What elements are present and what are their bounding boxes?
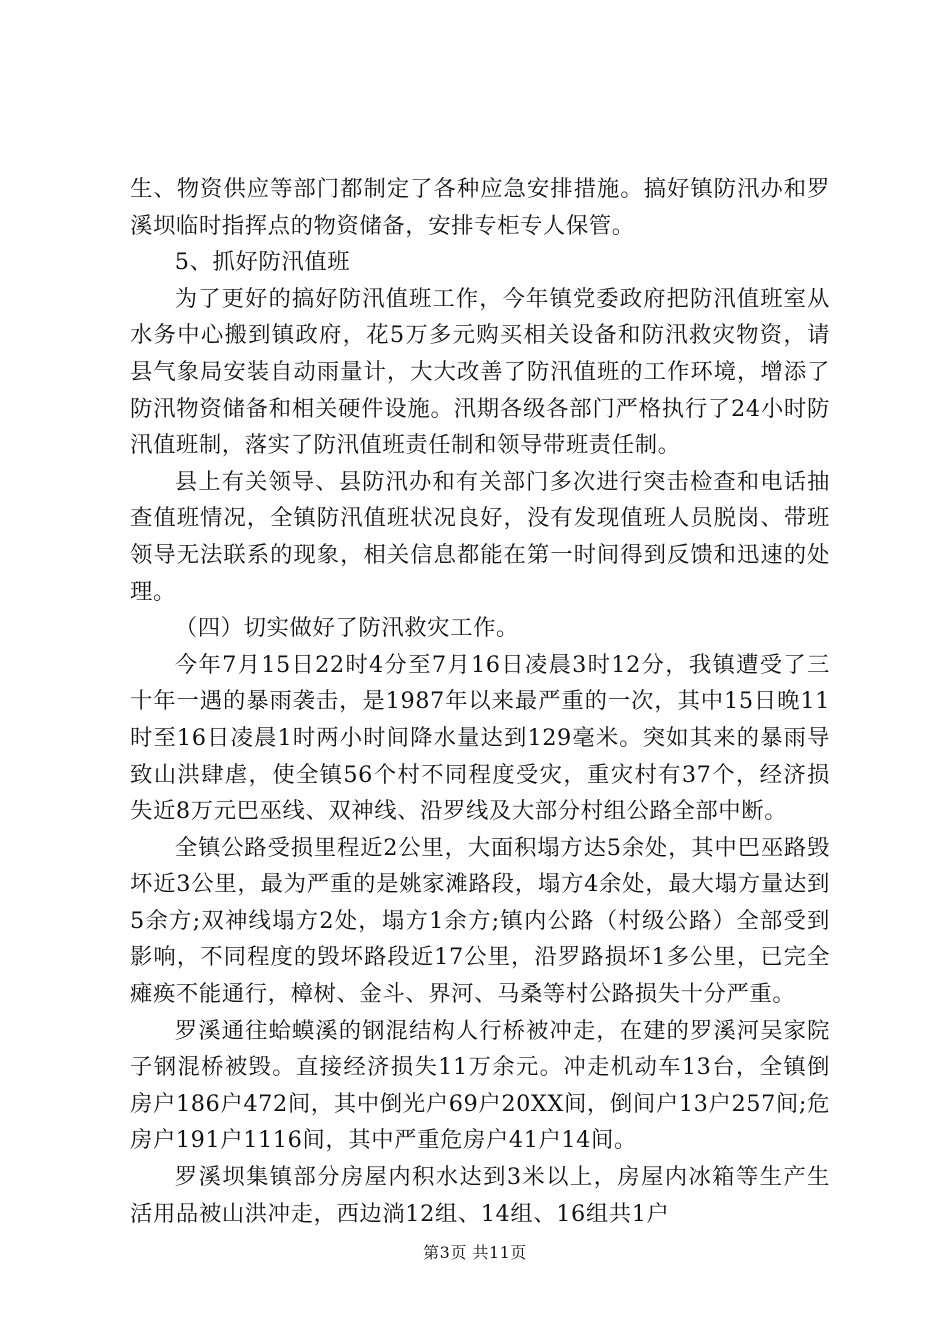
paragraph-duty-room: 为了更好的搞好防汛值班工作，今年镇党委政府把防汛值班室从水务中心搬到镇政府，花5万多元购买相关设备和防汛救灾物资，请县气象局安装自动雨量计，大大改善了防汛值班的工作环境，增添了防汛物资储备和相关硬件设施。汛期各级各部门严格执行了24小时防汛值班制，落实了防汛值班责任制和领导带班责任制。 bbox=[130, 285, 830, 459]
paragraph-bridge-housing: 罗溪通往蛤蟆溪的钢混结构人行桥被冲走，在建的罗溪河吴家院子钢混桥被毁。直接经济损失11万余元。冲走机动车13台，全镇倒房户186户472间，其中倒光户69户20XX间，倒间户13户257间;危房户191户1116间，其中严重危房户41户14间。 bbox=[130, 1017, 830, 1154]
paragraph-road-damage: 全镇公路受损里程近2公里，大面积塌方达5余处，其中巴巫路毁坏近3公里，最为严重的是姚家滩路段，塌方4余处，最大塌方量达到5余方;双神线塌方2处，塌方1余方;镇内公路（村级公路）全部受到影响，不同程度的毁坏路段近17公里，沿罗路损坏1多公里，已完全瘫痪不能通行，樟树、金斗、界河、马桑等村公路损失十分严重。 bbox=[130, 834, 830, 1008]
document-body bbox=[130, 171, 830, 1232]
paragraph-inspection: 县上有关领导、县防汛办和有关部门多次进行突击检查和电话抽查值班情况，全镇防汛值班状况良好，没有发现值班人员脱岗、带班领导无法联系的现象，相关信息都能在第一时间得到反馈和迅速的处理。 bbox=[130, 468, 830, 605]
paragraph-continued: 生、物资供应等部门都制定了各种应急安排措施。搞好镇防汛办和罗溪坝临时指挥点的物资储备，安排专柜专人保管。 bbox=[130, 176, 830, 239]
paragraph-flooding: 罗溪坝集镇部分房屋内积水达到3米以上，房屋内冰箱等生产生活用品被山洪冲走，西边淌12组、14组、16组共1户 bbox=[130, 1164, 830, 1227]
paragraph-rainstorm: 今年7月15日22时4分至7月16日凌晨3时12分，我镇遭受了三十年一遇的暴雨袭击，是1987年以来最严重的一次，其中15日晚11时至16日凌晨1时两小时间降水量达到129毫米。突如其来的暴雨导致山洪肆虐，使全镇56个村不同程度受灾，重灾村有37个，经济损失近8万元巴巫线、双神线、沿罗线及大部分村组公路全部中断。 bbox=[130, 651, 830, 825]
section-heading-relief: （四）切实做好了防汛救灾工作。 bbox=[174, 615, 519, 642]
section-heading-duty: 5、抓好防汛值班 bbox=[174, 249, 351, 276]
page-footer: 第3页 共11页 bbox=[423, 1243, 527, 1262]
